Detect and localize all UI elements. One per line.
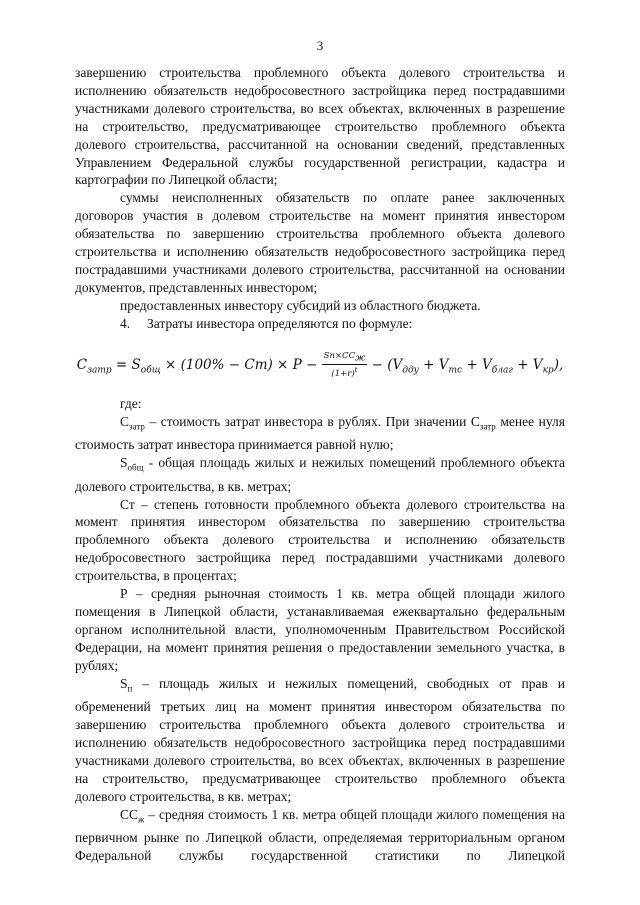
definition-c-zatr: $С_{затр}$ – стоимость затрат инвестора в рублях. При значении $С_{затр}$ менее нуля стоимость затрат инвестора принимается равной нулю;	[75, 413, 565, 453]
document-body	[75, 64, 565, 865]
paragraph: завершению строительства проблемного объекта долевого строительства и исполнению обязательств недобросовестного застройщика перед пострадавшими участниками долевого строительства, во всех объектах, включенных в разрешение на строительство, предусматривающее строительство проблемного объекта долевого строительства, рассчитанной на основании сведений, представленных Управлением Федеральной службы государственной регистрации, кадастра и картографии по Липецкой области;	[75, 65, 565, 188]
paragraph: суммы неисполненных обязательств по оплате ранее заключенных договоров участия в долевом строительстве на момент принятия инвестором обязательства по завершению строительства проблемного объекта долевого строительства и исполнению обязательств недобросовестного застройщика перед пострадавшими участниками долевого строительства, рассчитанной на основании документов, представленных инвестором;	[75, 190, 565, 295]
definition-s-obshch: $S_{общ}$ - общая площадь жилых и нежилых помещений проблемного объекта долевого строительства, в кв. метрах;	[75, 455, 565, 494]
definition-cc-zh: $СС_ж$ – средняя стоимость 1 кв. метра общей площади жилого помещения на первичном рынке по Липецкой области, определяемая территориальным органом Федеральной службы государственной статистики по Липецкой	[75, 806, 565, 864]
where-label: где:	[120, 395, 142, 411]
formula-fraction: $\frac{Sп\times СС_ж}{(1+r)^t}$	[323, 351, 366, 379]
definition-p: Р – средняя рыночная стоимость 1 кв. метра общей площади жилого помещения в Липецкой области, устанавливаемая ежеквартально федеральным органом исполнительной власти, уполномоченным Правительством Российской Федерации, на момент принятия решения о предоставлении земельного участка, в рублях;	[75, 586, 565, 673]
paragraph: предоставленных инвестору субсидий из областного бюджета.	[120, 297, 481, 313]
definition-st: Ст – степень готовности проблемного объекта долевого строительства на момент принятия инвестором обязательства по завершению строительства проблемного объекта долевого строительства и исполнению обязательств недобросовестного застройщика перед пострадавшими участниками долевого строительства, в процентах;	[75, 496, 565, 584]
numbered-paragraph: 4. Затраты инвестора определяются по формуле:	[120, 315, 413, 331]
definition-s-p: $S_п$ – площадь жилых и нежилых помещений, свободных от прав и обременений третьих лиц на момент принятия инвестором обязательства по завершению строительства проблемного объекта долевого строительства и исполнению обязательств недобросовестного застройщика перед пострадавшими участниками долевого строительства, во всех объектах, включенных в разрешение на строительство, предусматривающее строительство проблемного объекта долевого строительства, в кв. метрах;	[75, 675, 565, 804]
page-number: 3	[316, 38, 324, 53]
cost-formula: $C_{затр} = S_{общ} \times (100\% - Ст) \times P$ − $\frac{Sп\times СС_ж}{(1+r)^t}$ − $(V_{дду} + V_{тс} + V_{благ} + V_{кр})$,	[76, 351, 564, 379]
